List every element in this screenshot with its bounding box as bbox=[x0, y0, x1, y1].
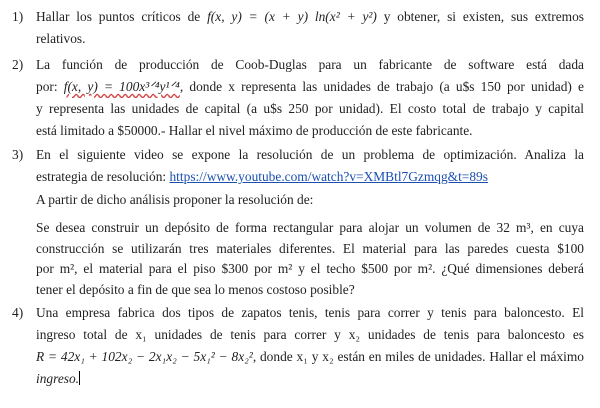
exercise-number: 4) bbox=[12, 305, 24, 320]
exercise-2-line-4: está limitado a $50000.- Hallar el nivel máximo de producción de este fabricante. bbox=[36, 123, 473, 138]
production-formula: f(x, y) = 100x³ᐟ⁴y¹ᐟ⁴ bbox=[63, 79, 180, 94]
exercise-3-problem bbox=[36, 218, 584, 300]
exercise-3-line-1: En el siguiente video se expone la resolución de un problema de optimización. Analiza la bbox=[36, 147, 584, 162]
exercise-4-line-4: ingreso. bbox=[36, 371, 80, 386]
exercise-3 bbox=[12, 144, 584, 188]
exercise-4-line-3: R = 42x₁ + 102x₂ − 2x₁x₂ − 5x₁² − 8x₂², donde x₁ y x₂ están en miles de unidades. Hallar el máximo bbox=[36, 349, 584, 364]
problem-line-4: tener el depósito a fin de que sea lo menos costoso posible? bbox=[36, 281, 355, 297]
exercise-1 bbox=[12, 6, 584, 50]
exercise-4-line-1: Una empresa fabrica dos tipos de zapatos tenis, tenis para correr y tenis para baloncesto. El bbox=[36, 305, 584, 320]
exercise-2-line-3: y representa las unidades de capital (a u$s 250 por unidad). El costo total de trabajo y capital bbox=[36, 101, 584, 116]
exercise-3-intro: A partir de dicho análisis proponer la resolución de: bbox=[36, 192, 314, 207]
exercise-number: 1) bbox=[12, 9, 24, 24]
exercise-2-line-1: La función de producción de Coob-Duglas para un fabricante de software está dada bbox=[36, 57, 584, 72]
exercise-2 bbox=[12, 54, 584, 142]
exercise-2-line-2: por: f(x, y) = 100x³ᐟ⁴y¹ᐟ⁴, donde x representa las unidades de trabajo (a u$s 150 por unidad) e bbox=[36, 79, 584, 94]
exercise-1-line-2: relativos. bbox=[36, 31, 86, 46]
text-cursor bbox=[79, 371, 80, 385]
video-link[interactable]: https://www.youtube.com/watch?v=XMBtl7Gzmqg&t=89s bbox=[169, 169, 488, 184]
exercise-1-line-1: Hallar los puntos críticos de f(x, y) = (x + y) ln(x² + y²) y obtener, si existen, sus extremos bbox=[36, 9, 584, 24]
problem-line-1: Se desea construir un depósito de forma rectangular para alojar un volumen de 32 m³, en cuya bbox=[36, 220, 584, 235]
exercise-3-line-2: estrategia de resolución: https://www.youtube.com/watch?v=XMBtl7Gzmqg&t=89s bbox=[36, 169, 488, 184]
function-formula: f(x, y) = (x + y) ln(x² + y²) bbox=[207, 9, 377, 24]
problem-line-2: construcción se utilizarán tres materiales diferentes. El material para las paredes cuesta $100 bbox=[36, 240, 584, 256]
exercise-4 bbox=[12, 302, 584, 390]
revenue-formula: R = 42x₁ + 102x₂ − 2x₁x₂ − 5x₁² − 8x₂² bbox=[36, 349, 253, 364]
exercise-number: 3) bbox=[12, 147, 24, 162]
problem-line-3: por m², el material para el piso $300 por m² y el techo $500 por m². ¿Qué dimensiones deberá bbox=[36, 261, 584, 276]
exercise-number: 2) bbox=[12, 57, 24, 72]
exercise-4-line-2: ingreso total de x₁ unidades de tenis para correr y x₂ unidades de tenis para baloncesto es bbox=[36, 327, 584, 342]
